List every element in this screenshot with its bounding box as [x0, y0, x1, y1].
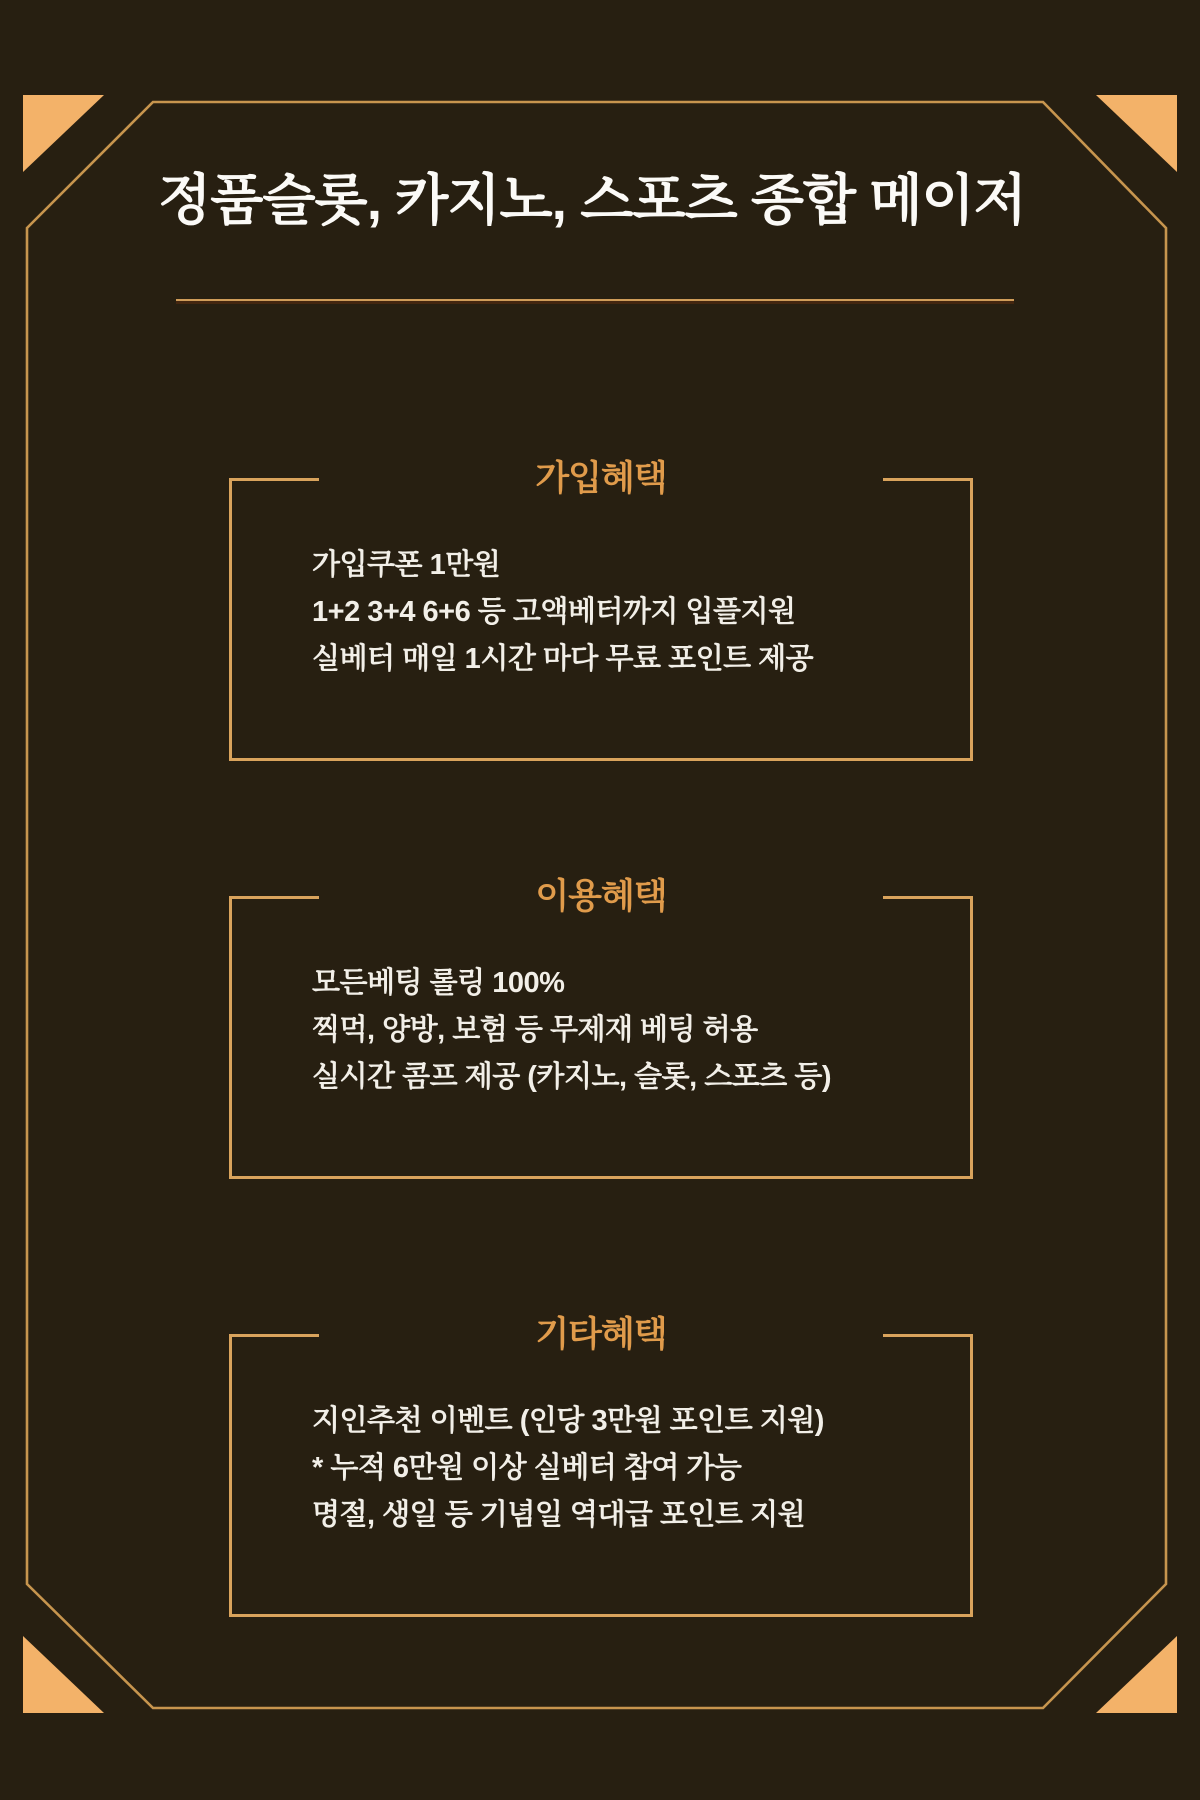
- panel-top-left-segment: [229, 1334, 319, 1337]
- benefit-line: 실베터 매일 1시간 마다 무료 포인트 제공: [312, 643, 814, 675]
- panel-top-right-segment: [883, 1334, 973, 1337]
- panel-body-signup: [312, 542, 950, 683]
- panel-body-etc: [312, 1398, 950, 1539]
- benefit-panel-signup: [229, 459, 973, 761]
- benefit-line: 지인추천 이벤트 (인당 3만원 포인트 지원): [312, 1405, 824, 1437]
- panel-title-etc: 기타혜택: [535, 1315, 667, 1354]
- benefit-line: 찍먹, 양방, 보험 등 무제재 베팅 허용: [312, 1014, 758, 1046]
- panel-body-usage: [312, 960, 950, 1101]
- panel-title-signup: 가입혜택: [535, 459, 667, 498]
- panel-top-right-segment: [883, 478, 973, 481]
- benefit-line: 가입쿠폰 1만원: [312, 549, 501, 581]
- benefit-panel-etc: [229, 1315, 973, 1617]
- benefit-line: * 누적 6만원 이상 실베터 참여 가능: [312, 1452, 742, 1484]
- benefit-panel-usage: [229, 877, 973, 1179]
- panel-top-left-segment: [229, 478, 319, 481]
- benefit-line: 실시간 콤프 제공 (카지노, 슬롯, 스포츠 등): [312, 1061, 831, 1093]
- panel-top-right-segment: [883, 896, 973, 899]
- panel-title-usage: 이용혜택: [535, 877, 667, 916]
- title-divider: [176, 299, 1014, 304]
- corner-triangle-bottom-right: [1096, 1636, 1177, 1713]
- benefit-line: 모든베팅 롤링 100%: [312, 967, 565, 999]
- benefit-line: 1+2 3+4 6+6 등 고액베터까지 입플지원: [312, 596, 796, 628]
- corner-triangle-top-left: [23, 95, 104, 172]
- page-title: 정품슬롯, 카지노, 스포츠 종합 메이저: [158, 169, 1026, 231]
- panel-top-left-segment: [229, 896, 319, 899]
- benefit-line: 명절, 생일 등 기념일 역대급 포인트 지원: [312, 1499, 806, 1531]
- corner-triangle-top-right: [1096, 95, 1177, 172]
